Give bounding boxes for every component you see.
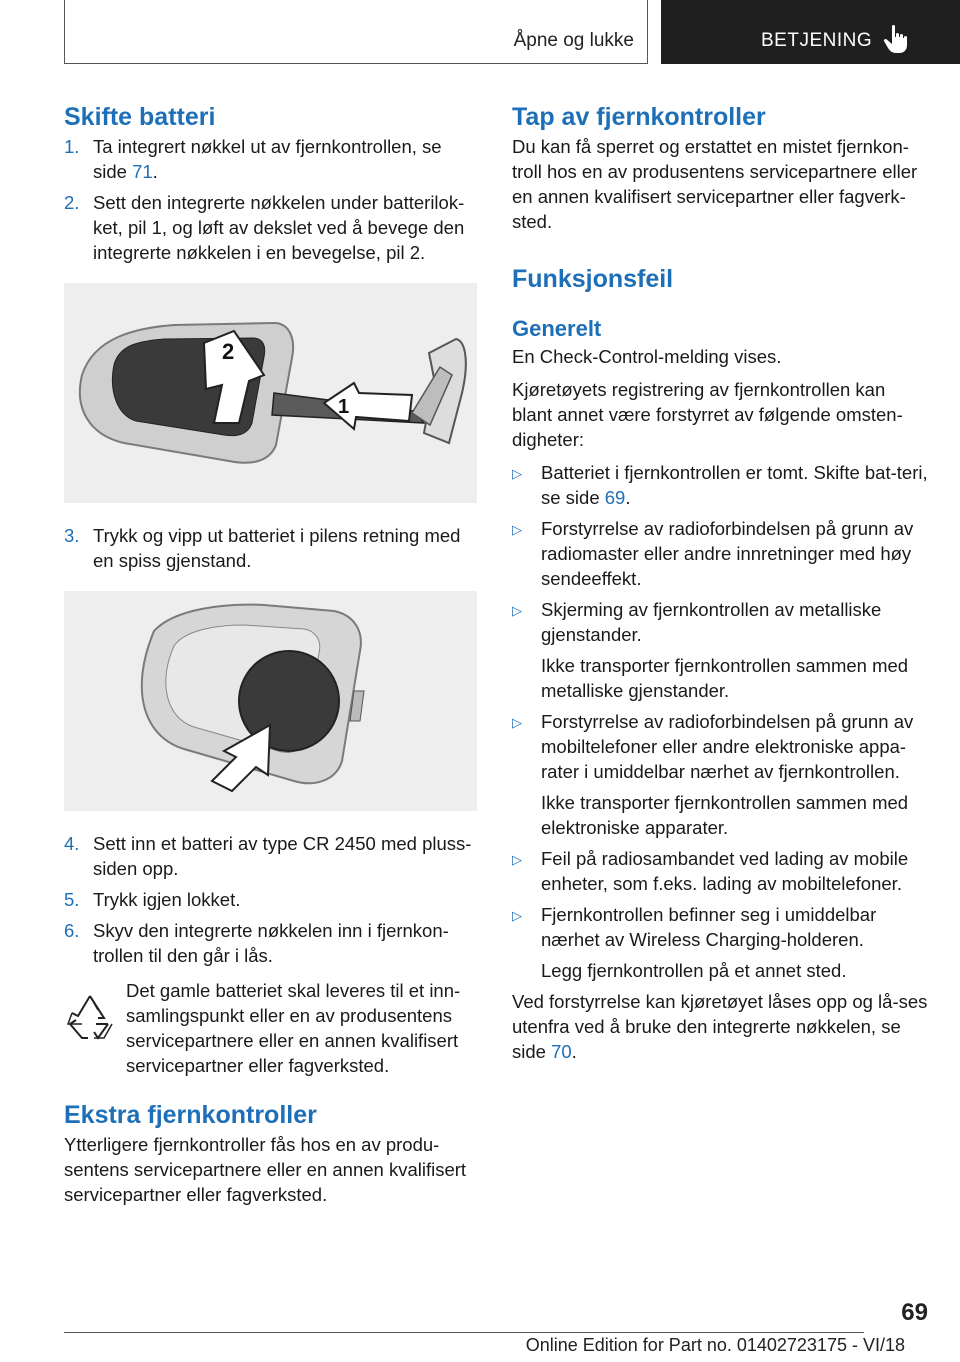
step-number: 5.	[64, 889, 80, 910]
arrow-label-2: 2	[222, 339, 235, 364]
step-number: 3.	[64, 525, 80, 546]
triangle-right-icon: ▷	[512, 466, 522, 481]
left-column	[64, 100, 476, 1207]
recycle-note-text: Det gamle batteriet skal leveres til et inn-samlingspunkt eller en av produsentens servicepartnere eller en annen kvalifisert servicepartner eller fagverksted.	[126, 980, 461, 1076]
lost-remote-text: Du kan få sperret og erstattet en mistet fjernkon-troll hos en av produsentens servicepartnere eller en annen kvalifisert servicepartner eller fagverk-sted.	[512, 136, 918, 232]
step-text: Sett inn et batteri av type CR 2450 med pluss-siden opp.	[93, 833, 472, 879]
bullet-text: Forstyrrelse av radioforbindelsen på grunn av mobiltelefoner eller andre elektroniske appa-rater i umiddelbar nærhet av fjernkontrollen.	[541, 711, 914, 782]
check-control-text: En Check-Control-melding vises.	[512, 346, 782, 367]
battery-title: Skifte batteri	[64, 103, 216, 131]
triangle-right-icon: ▷	[512, 603, 522, 618]
step-text: Skyv den integrerte nøkkelen inn i fjernkon-trollen til den går i lås.	[93, 920, 449, 966]
right-column	[512, 100, 928, 1064]
interference-intro: Kjøretøyets registrering av fjernkontrollen kan blant annet være forstyrret av følgende omsten-digheter:	[512, 379, 903, 450]
step-5	[64, 887, 476, 912]
bullet-item	[512, 846, 928, 896]
step-text-end: .	[152, 161, 158, 182]
extra-remote-title: Ekstra fjernkontroller	[64, 1101, 317, 1129]
bullet-note: Legg fjernkontrollen på et annet sted.	[541, 960, 847, 981]
bullet-item	[512, 709, 928, 784]
closing-text: Ved forstyrrelse kan kjøretøyet låses opp og lå-ses utenfra ved å bruke den integrerte nøkkelen, se side	[512, 991, 928, 1062]
header-section-title: Åpne og lukke	[513, 30, 634, 51]
bullet-note: Ikke transporter fjernkontrollen sammen med metalliske gjenstander.	[541, 655, 909, 701]
step-number: 4.	[64, 833, 80, 854]
general-subtitle: Generelt	[512, 316, 602, 341]
triangle-right-icon: ▷	[512, 715, 522, 730]
edition-text: Online Edition for Part no. 01402723175 - VI/18	[525, 1335, 905, 1355]
bullet-text: Fjernkontrollen befinner seg i umiddelbar nærhet av Wireless Charging-holderen.	[541, 904, 877, 950]
extra-remote-text: Ytterligere fjernkontroller fås hos en av produ-sentens servicepartnere eller en annen kvalifisert servicepartner eller fagverksted.	[64, 1134, 467, 1205]
step-6	[64, 918, 476, 968]
pointing-hand-icon	[883, 24, 909, 60]
bullet-item	[512, 460, 928, 510]
page-link[interactable]: 70	[551, 1041, 572, 1062]
malfunction-title: Funksjonsfeil	[512, 265, 674, 293]
step-number: 1.	[64, 136, 80, 157]
closing-text-end: .	[571, 1041, 577, 1062]
step-3	[64, 523, 476, 573]
triangle-right-icon: ▷	[512, 852, 522, 867]
recycle-icon	[64, 978, 126, 1078]
step-1	[64, 134, 476, 184]
triangle-right-icon: ▷	[512, 522, 522, 537]
bullet-text: Batteriet i fjernkontrollen er tomt. Skifte bat-teri, se side	[541, 462, 928, 508]
bullet-text: Skjerming av fjernkontrollen av metalliske gjenstander.	[541, 599, 882, 645]
bullet-text: Feil på radiosambandet ved lading av mobile enheter, som f.eks. lading av mobiltelefoner.	[541, 848, 909, 894]
page-number: 69	[901, 1299, 928, 1326]
triangle-right-icon: ▷	[512, 908, 522, 923]
step-text: Sett den integrerte nøkkelen under batterilok-ket, pil 1, og løft av dekslet ved å bevege den integrerte nøkkelen i en bevegelse, pil 2.	[93, 192, 465, 263]
recycle-note	[64, 978, 476, 1078]
figure-battery-removal	[64, 591, 477, 811]
step-2	[64, 190, 476, 265]
step-4	[64, 831, 476, 881]
page-link[interactable]: 69	[604, 487, 626, 508]
figure-key-cover-removal	[64, 283, 477, 503]
bullet-note: Ikke transporter fjernkontrollen sammen med elektroniske apparater.	[541, 792, 909, 838]
arrow-label-1: 1	[338, 396, 350, 418]
step-text: Trykk igjen lokket.	[93, 889, 241, 910]
header-chapter-tab	[661, 0, 960, 64]
bullet-item	[512, 516, 928, 591]
page-link[interactable]: 71	[132, 161, 153, 182]
bullet-text: Forstyrrelse av radioforbindelsen på grunn av radiomaster eller andre innretninger med høy sendeeffekt.	[541, 518, 914, 589]
bullet-item	[512, 902, 928, 952]
bullet-text-end: .	[625, 487, 631, 508]
step-text: Ta integrert nøkkel ut av fjernkontrollen, se side	[93, 136, 442, 182]
lost-remote-title: Tap av fjernkontroller	[512, 103, 766, 131]
bullet-item	[512, 597, 928, 647]
step-number: 2.	[64, 192, 80, 213]
header-chapter-label: BETJENING	[761, 30, 873, 51]
step-text: Trykk og vipp ut batteriet i pilens retning med en spiss gjenstand.	[93, 525, 461, 571]
step-number: 6.	[64, 920, 80, 941]
